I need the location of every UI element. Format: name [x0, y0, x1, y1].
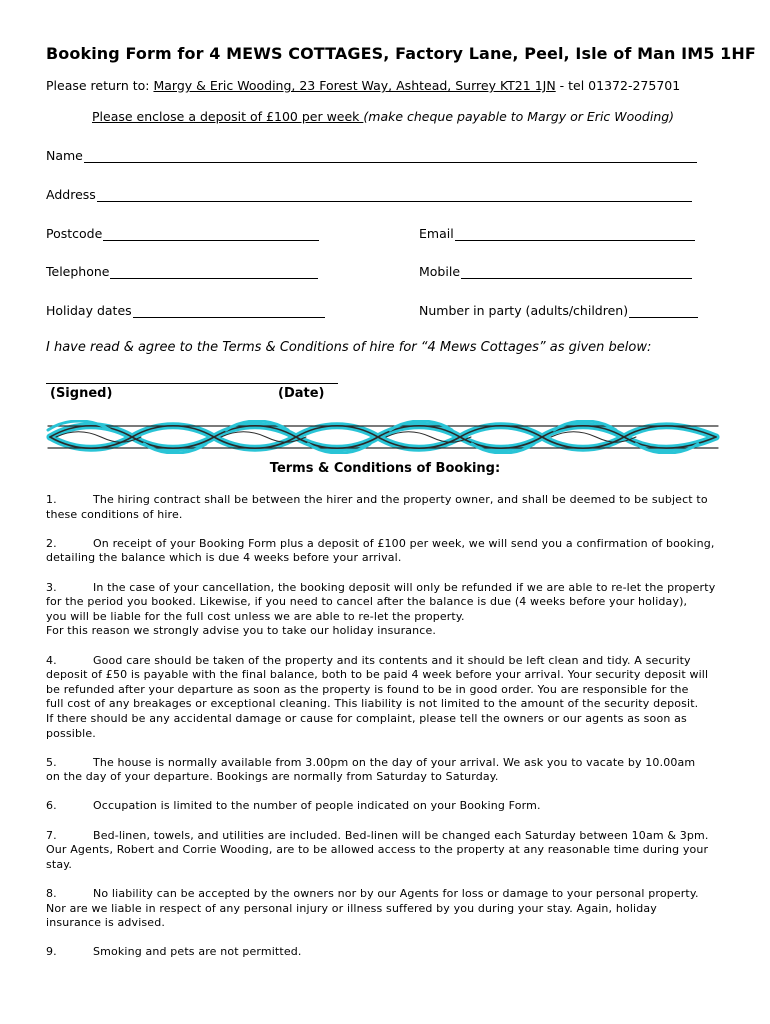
deposit-text: Please enclose a deposit of £100 per week: [92, 109, 364, 124]
term-item: [46, 537, 726, 566]
term-text: In the case of your cancellation, the booking deposit will only be refunded if we are able to re-let the property for the period you booked. Likewise, if you need to cancel after the balance is due (4 weeks before your holiday), you will be liable for the full cost unless we are able to re-let the property. For this reason we strongly advise you to take our holiday insurance.: [46, 580, 716, 638]
name-line[interactable]: [84, 148, 697, 163]
term-text: No liability can be accepted by the owners nor by our Agents for loss or damage to your personal property. Nor are we liable in respect of any personal injury or illness suffered by you during your stay. Again, holiday insurance is advised.: [46, 887, 699, 930]
celtic-knot-divider: [46, 420, 720, 454]
number-in-party-field[interactable]: [419, 300, 698, 318]
number-in-party-line[interactable]: [629, 303, 698, 318]
return-prefix: Please return to:: [46, 78, 154, 93]
term-text: On receipt of your Booking Form plus a deposit of £100 per week, we will send you a confirmation of booking, detailing the balance which is due 4 weeks before your arrival.: [46, 536, 715, 565]
term-number: 2.: [46, 536, 57, 550]
postcode-field[interactable]: [46, 223, 319, 241]
holiday-dates-field[interactable]: [46, 300, 325, 318]
address-line[interactable]: [97, 187, 692, 202]
term-item: [46, 654, 726, 742]
address-field[interactable]: [46, 184, 692, 202]
signed-label: (Signed): [50, 386, 113, 401]
term-text: Bed-linen, towels, and utilities are included. Bed-linen will be changed each Saturday between 10am & 3pm. Our Agents, Robert and Corrie Wooding, are to be allowed access to the property at any reasonable time during your stay.: [46, 828, 709, 871]
term-item: [46, 799, 726, 814]
email-line[interactable]: [455, 226, 695, 241]
return-tel: - tel 01372-275701: [555, 78, 681, 93]
telephone-line[interactable]: [110, 264, 318, 279]
return-address-line: [46, 78, 746, 93]
postcode-line[interactable]: [103, 226, 319, 241]
terms-list: [46, 493, 726, 975]
return-address: Margy & Eric Wooding, 23 Forest Way, Ashtead, Surrey KT21 1JN: [153, 78, 556, 93]
term-text: Good care should be taken of the property and its contents and it should be left clean and tidy. A security deposit of £50 is payable with the final balance, both to be paid 4 week before your arrival. Your security deposit will be refunded after your departure as soon as the property is found to be in good order. You are responsible for the full cost of any breakages or exceptional cleaning. This liability is not limited to the amount of the security deposit. If there should be any accidental damage or cause for complaint, please tell the owners or our agents as soon as possible.: [46, 653, 709, 740]
deposit-instruction: [92, 109, 752, 124]
telephone-label: Telephone: [46, 264, 110, 279]
name-field[interactable]: [46, 145, 697, 163]
postcode-label: Postcode: [46, 226, 103, 241]
mobile-label: Mobile: [419, 264, 461, 279]
term-number: 9.: [46, 945, 57, 959]
term-text: The hiring contract shall be between the hirer and the property owner, and shall be deemed to be subject to these conditions of hire.: [46, 493, 708, 521]
mobile-field[interactable]: [419, 261, 692, 279]
term-number: 8.: [46, 887, 57, 901]
holiday-dates-label: Holiday dates: [46, 303, 132, 318]
email-label: Email: [419, 226, 454, 241]
term-item: [46, 945, 726, 960]
holiday-dates-line[interactable]: [133, 303, 325, 318]
term-number: 3.: [46, 580, 57, 594]
name-label: Name: [46, 148, 83, 163]
term-item: [46, 493, 726, 522]
mobile-line[interactable]: [461, 264, 692, 279]
form-title: Booking Form for 4 MEWS COTTAGES, Factory Lane, Peel, Isle of Man IM5 1HF: [46, 44, 756, 63]
term-text: Occupation is limited to the number of people indicated on your Booking Form.: [93, 799, 541, 813]
term-number: 5.: [46, 755, 57, 769]
term-number: 6.: [46, 799, 57, 813]
address-label: Address: [46, 187, 96, 202]
terms-heading: Terms & Conditions of Booking:: [269, 461, 501, 476]
date-label: (Date): [278, 386, 325, 401]
term-item: [46, 581, 726, 639]
deposit-note: (make cheque payable to Margy or Eric Wooding): [363, 109, 675, 124]
term-item: [46, 829, 726, 873]
term-number: 4.: [46, 653, 57, 667]
number-in-party-label: Number in party (adults/children): [419, 303, 629, 318]
telephone-field[interactable]: [46, 261, 318, 279]
term-text: The house is normally available from 3.00pm on the day of your arrival. We ask you to vacate by 10.00am on the day of your departure. Bookings are normally from Saturday to Saturday.: [46, 755, 696, 784]
term-item: [46, 756, 726, 785]
email-field[interactable]: [419, 223, 695, 241]
term-number: 1.: [46, 493, 57, 506]
term-number: 7.: [46, 828, 57, 842]
term-text: Smoking and pets are not permitted.: [93, 945, 302, 959]
signature-line[interactable]: [46, 383, 338, 384]
agreement-statement: I have read & agree to the Terms & Conditions of hire for “4 Mews Cottages” as given below:: [46, 340, 652, 355]
term-item: [46, 887, 726, 931]
